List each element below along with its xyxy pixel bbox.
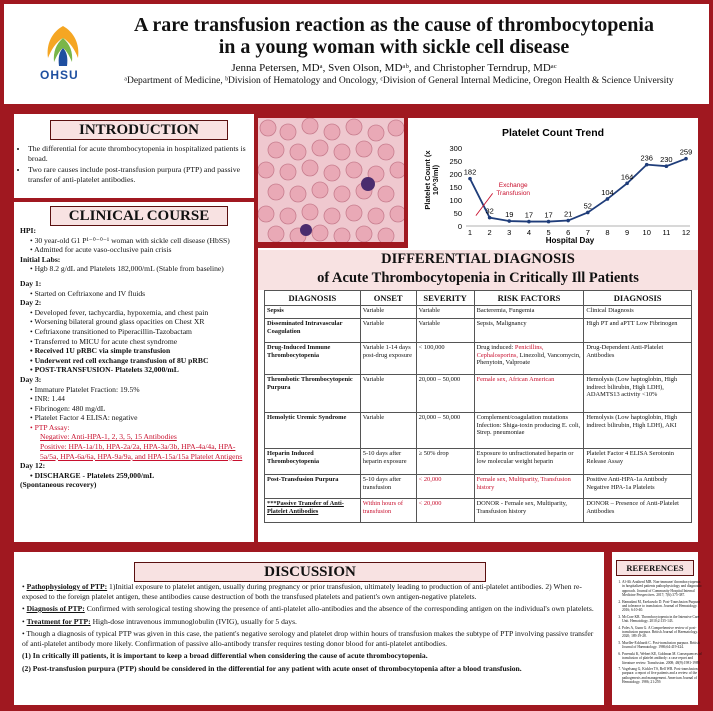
hpi-item: Admitted for acute vaso-occlusive pain crisis	[34, 245, 172, 255]
y-tick-label: 200	[449, 170, 462, 179]
y-tick-label: 50	[453, 209, 462, 218]
references-list	[614, 580, 702, 687]
ptp-negative: Negative: Anti-HPA-1, 2, 3, 5, 15 Antibodies	[40, 432, 177, 442]
chart-title: Platelet Count Trend	[501, 127, 605, 139]
title-line-2: in a young woman with sickle cell disease	[218, 36, 570, 58]
platelet-chart-panel	[408, 118, 698, 248]
y-tick-label: 250	[449, 157, 462, 166]
platelet-chart	[408, 118, 698, 248]
day1-item: Started on Ceftriaxone and IV fluids	[34, 288, 146, 298]
data-point	[566, 219, 570, 223]
blood-smear-photo-icon	[258, 118, 404, 242]
x-tick-label: 4	[526, 228, 531, 237]
cell-onset: Within hours of transfusion	[360, 499, 416, 523]
table-row	[265, 306, 692, 319]
table-row	[265, 449, 692, 475]
cell-severity: < 100,000	[416, 343, 474, 375]
data-label: 164	[620, 172, 634, 182]
chart-ylabel	[424, 150, 440, 210]
cell-risk: Complement/coagulation mutations Infection: Shiga-toxin producing E. coli, Strep. pneumoniae	[474, 413, 584, 449]
reference-item: 6. Pavenski K, Webert KE, Goldman M. Consequences of transfusion of platelet antibody: a case report and literature review. Transfusion. 2008; 48(9):1981-1989.	[622, 652, 702, 665]
cell-dx: Post-Transfusion Purpura	[265, 475, 361, 499]
table-row	[265, 413, 692, 449]
data-label: 32	[485, 206, 494, 216]
conclusion-1: (1) In critically ill patients, it is important to keep a broad differential when considering the cause of acute thrombocytopenia.	[22, 651, 428, 660]
data-label: 52	[583, 201, 592, 211]
reference-item: 4. Poles A, Gunn G. A Comprehensive review of post-transfusion purpura. British Journal of Haematology. 2020; 189:19-28.	[622, 626, 702, 639]
clinical-panel	[14, 202, 254, 542]
intro-bullet: • Two rare causes include post-transfusion purpura (PTP) and passive transfer of anti-platelet antibodies.	[28, 165, 260, 184]
y-tick-label: 150	[449, 183, 462, 192]
data-label: 182	[463, 167, 477, 177]
cell-test: Hemolysis (Low haptoglobin, High indirect bilirubin, High LDH), ADAMTS13 activity <10%	[584, 375, 692, 413]
intro-heading: INTRODUCTION	[50, 120, 228, 140]
x-tick-label: 3	[507, 228, 512, 237]
col-header: DIAGNOSIS	[584, 291, 692, 306]
intro-bullet: • The differential for acute thrombocytopenia in hospitalized patients is broad.	[28, 144, 260, 163]
table-row	[265, 475, 692, 499]
chart-ylabel-text: Platelet Count (x 10^3/ml)	[423, 150, 440, 210]
day2-bold-item: Underwent red cell exchange transfusion of 8U pRBC	[34, 355, 209, 365]
cell-test: DONOR – Presence of Anti-Platelet Antibodies	[584, 499, 692, 523]
x-tick-label: 8	[605, 228, 610, 237]
conclusion-2: (2) Post-transfusion purpura (PTP) should be considered in the differential for any patient with acute onset of thrombocytopenia after a blood transfusion.	[22, 663, 522, 673]
para-text: 1)Initial exposure to platelet antigen, usually during pregnancy or prior transfusion, ultimately leading to production of anti-platelet antibodies. 2) When re-exposed to the foreign platelet antigen, these antibodies cause destruction of both the transfused platelets and patient's own antigen-negative platelets.	[22, 582, 582, 601]
data-label: 259	[679, 147, 693, 157]
cell-dx: ***Passive Transfer of Anti-Platelet Antibodies	[265, 499, 361, 523]
data-label: 236	[640, 153, 653, 163]
data-point	[507, 219, 511, 223]
references-panel	[612, 552, 702, 705]
table-row	[265, 343, 692, 375]
day12-item: DISCHARGE - Platelets 259,000/mL	[34, 470, 155, 480]
cell-risk: Bacteremia, Fungemia	[474, 306, 584, 319]
day1-label: Day 1:	[20, 278, 42, 288]
x-tick-label: 2	[487, 228, 492, 237]
differential-panel	[258, 248, 698, 542]
day2-item: Worsening bilateral ground glass opacities on Chest XR	[34, 317, 205, 327]
cell-dx: Disseminated Intravascular Coagulation	[265, 319, 361, 343]
data-point	[645, 163, 649, 167]
para-label: Pathophysiology of PTP:	[26, 582, 108, 591]
day2-label: Day 2:	[20, 298, 42, 308]
ptp-positive: Positive: HPA-1a/1b, HPA-2a/2a, HPA-3a/3b, HPA-4a/4a, HPA-5a/5a, HPA-6a/6a, HPA-9a/9a, and HPA-15a/15a Platelet Antigens	[40, 442, 243, 461]
day3-item: INR: 1.44	[34, 394, 65, 404]
logo-text: OHSU	[40, 68, 79, 82]
reference-item: 2. Hamadani M, Ezekwudo D. Post-Transfusion Purpura and tolerance to transfusion. Journal of Hematology. 2016; 6:10-40.	[622, 600, 702, 613]
risk-plain: Drug induced:	[476, 344, 515, 351]
ptp-assay-label: PTP Assay:	[34, 422, 70, 432]
cell-risk	[474, 343, 584, 375]
departments: ᵃDepartment of Medicine, ᵇDivision of Hematology and Oncology, ᶜDivision of General Internal Medicine, Oregon Health & Science University	[124, 76, 674, 86]
discussion-para: • Treatment for PTP: High-dose intravenous immunoglobulin (IVIG), usually for 5 days.	[22, 616, 297, 626]
clinical-heading: CLINICAL COURSE	[50, 206, 228, 226]
annotation-text: Transfusion	[496, 190, 531, 197]
discussion-para: • Though a diagnosis of typical PTP was given in this case, the patient's negative serology and platelet drop within hours of transfusion makes the subtype of PTP involving passive transfer of anti-platelet antibody more likely. Confirmation of passive allo-antibody transfer requires testing donor blood for anti-platelet antibodies.	[22, 629, 594, 648]
x-tick-label: 12	[681, 228, 691, 237]
poster-header	[4, 4, 709, 104]
diff-heading-line-1: DIFFERENTIAL DIAGNOSIS	[381, 251, 575, 267]
table-row	[265, 319, 692, 343]
x-tick-label: 1	[467, 228, 473, 237]
data-label: 17	[524, 210, 534, 220]
cell-test: High PT and aPTT Low Fibrinogen	[584, 319, 692, 343]
para-text: Though a diagnosis of typical PTP was given in this case, the patient's negative serology and platelet drop within hours of transfusion makes the subtype of PTP involving passive transfer of anti-platelet antibody more likely. Confirmation of passive allo-antibody transfer requires testing donor blood for anti-platelet antibodies.	[22, 629, 594, 648]
cell-onset: Variable 1-14 days post-drug exposure	[360, 343, 416, 375]
annotation-text: Exchange	[498, 182, 528, 189]
day12-label: Day 12:	[20, 461, 46, 471]
cell-severity: Variable	[416, 319, 474, 343]
reference-item: 3. McCrae KR. Thrombocytopenia in the Intensive Care Unit. Hematology. 2010;2:135-143.	[622, 615, 702, 624]
labs-item: Hgb 8.2 g/dL and Platelets 182,000/mL (Stable from baseline)	[34, 264, 224, 274]
discussion-para: • Diagnosis of PTP: Confirmed with serological testing showing the presence of anti-platelet allo-antibodies and the absence of the corresponding antigen on the individual's own platelets.	[22, 604, 594, 613]
x-tick-label: 5	[546, 228, 551, 237]
cell-onset: Variable	[360, 306, 416, 319]
cell-dx: Drug-Induced Immune Thrombocytopenia	[265, 343, 361, 375]
authors: Jenna Petersen, MDᵃ, Sven Olson, MDᵃᵇ, and Christopher Terndrup, MDᵃᶜ	[231, 62, 557, 74]
cell-test: Clinical Diagnosis	[584, 306, 692, 319]
data-point	[684, 157, 688, 161]
hpi-item: 30 year-old G1 P¹⁻⁰⁻⁰⁻¹ woman with sickle cell disease (HbSS)	[34, 235, 230, 245]
data-point	[586, 211, 590, 215]
col-header: RISK FACTORS	[474, 291, 584, 306]
x-tick-label: 10	[642, 228, 651, 237]
y-tick-label: 300	[449, 144, 462, 153]
day2-bold-item: POST-TRANSFUSION- Platelets 32,000/mL	[34, 365, 179, 375]
diff-heading-line-2: of Acute Thrombocytopenia in Critically Ill Patients	[317, 270, 639, 286]
y-tick-label: 0	[457, 222, 462, 231]
risk-red: Penicillins, Cephalosporins,	[476, 344, 544, 359]
hpi-label: HPI:	[20, 226, 37, 235]
cell-risk: DONOR - Female sex, Multiparity, Transfusion history	[474, 499, 584, 523]
cell-dx: Hemolytic Uremic Syndrome	[265, 413, 361, 449]
cell-severity: < 20,000	[416, 475, 474, 499]
cell-risk: Female sex, African American	[474, 375, 584, 413]
discussion-body	[22, 582, 596, 673]
cell-test: Drug-Dependent Anti-Platelet Antibodies	[584, 343, 692, 375]
day3-item: Fibrinogen: 480 mg/dL	[34, 403, 106, 413]
discussion-panel	[14, 552, 604, 705]
reference-item: 7. Vogelsang G, Kickler TS, Bell WR. Post-transfusion purpura: a report of five patients and a review of the pathogenesis and management. American Journal of Hematology. 1986; 21:259.	[622, 667, 702, 685]
para-label: Treatment for PTP:	[26, 616, 91, 626]
data-point	[665, 164, 669, 168]
discussion-heading: DISCUSSION	[134, 562, 486, 582]
labs-label: Initial Labs:	[20, 254, 61, 264]
col-header: ONSET	[360, 291, 416, 306]
x-tick-label: 9	[625, 228, 630, 237]
cell-onset: 5-10 days after transfusion	[360, 475, 416, 499]
cell-severity: 20,000 – 50,000	[416, 375, 474, 413]
day3-item: Immature Platelet Fraction: 19.5%	[34, 384, 140, 394]
y-tick-label: 100	[449, 196, 462, 205]
x-tick-label: 11	[662, 228, 671, 237]
data-label: 19	[505, 210, 514, 220]
cell-onset: 5-10 days after heparin exposure	[360, 449, 416, 475]
differential-heading	[258, 250, 698, 290]
discussion-para: • Pathophysiology of PTP: 1)Initial exposure to platelet antigen, usually during pregnancy or prior transfusion, ultimately leading to production of anti-platelet antibodies. 2) When re-exposed to the foreign platelet antigen, these antibodies cause destruction of both the transfused platelets and patient's own antigen-negative platelets.	[22, 582, 582, 601]
day12-note: (Spontaneous recovery)	[20, 480, 97, 490]
data-label: 17	[544, 210, 553, 220]
data-point	[625, 182, 629, 186]
cell-onset: Variable	[360, 413, 416, 449]
table-row	[265, 375, 692, 413]
day2-item: Developed fever, tachycardia, hypoxemia, and chest pain	[34, 307, 209, 317]
col-header: SEVERITY	[416, 291, 474, 306]
cell-risk: Female sex, Multiparity, Transfusion history	[474, 475, 584, 499]
table-row	[265, 499, 692, 523]
data-point	[606, 197, 610, 201]
table-header-row	[265, 291, 692, 306]
cell-dx: Thrombotic Thrombocytopenic Purpura	[265, 375, 361, 413]
cell-risk: Exposure to unfractionated heparin or low molecular weight heparin	[474, 449, 584, 475]
cell-test: Hemolysis (Low haptoglobin, High indirect bilirubin, High LDH), AKI	[584, 413, 692, 449]
day3-item: Platelet Factor 4 ELISA: negative	[34, 413, 138, 423]
cell-severity: 20,000 – 50,000	[416, 413, 474, 449]
clinical-content: HPI: • 30 year-old G1 P¹⁻⁰⁻⁰⁻¹ woman with sickle cell disease (HbSS) • Admitted for acute vaso-occlusive pain crisis Initial Labs: • Hgb 8.2 g/dL and Platelets 182,000/mL (Stable from baseline) Day 1: • Started on Ceftriaxone and IV fluids Day 2: • Developed fever, tachycardia, hypoxemia, and chest pain • Worsening bilateral ground glass opacities on Chest XR • Ceftriaxone transitioned to Piperacillin-Tazobactam • Transferred to MICU for acute chest syndrome • Received 1U pRBC via simple transfusion • Underwent red cell exchange transfusion of 8U pRBC • POST-TRANSFUSION- Platelets 32,000/mL Day 3: • Immature Platelet Fraction: 19.5% • INR: 1.44 • Fibrinogen: 480 mg/dL • Platelet Factor 4 ELISA: negative • PTP Assay: Negative: Anti-HPA-1, 2, 3, 5, 15 Antibodies Positive: HPA-1a/1b, HPA-2a/2a, HPA-3a/3b, HPA-4a/4a, HPA-5a/5a, HPA-6a/6a, HPA-9a/9a, and HPA-15a/15a Platelet Antigens Day 12: • DISCHARGE - Platelets 259,000/mL (Spontaneous recovery)	[20, 226, 250, 490]
cell-dx: Heparin Induced Thrombocytopenia	[265, 449, 361, 475]
risk-tail: Linezolid, Vancomycin, Phenytoin, Valproate	[476, 351, 581, 367]
para-label: Diagnosis of PTP:	[26, 604, 85, 613]
data-label: 104	[601, 187, 614, 197]
day3-label: Day 3:	[20, 374, 42, 384]
data-label: 230	[660, 155, 673, 165]
reference-item: 1. Al-Ali Aratherd MB. Non-immune/ thrombocytopenia in hospitalized patients pathophysiology and diagnostic approach. Journal of Community Hospital Internal Medicine Perspectives. 2017; 7(6):375-387.	[622, 580, 702, 598]
data-point	[547, 220, 551, 224]
cell-severity: < 20,000	[416, 499, 474, 523]
cell-severity: ≥ 50% drop	[416, 449, 474, 475]
poster-title	[114, 14, 674, 58]
day2-item: Transferred to MICU for acute chest syndrome	[34, 336, 178, 346]
cell-onset: Variable	[360, 375, 416, 413]
data-label: 21	[564, 209, 573, 219]
para-text: High-dose intravenous immunoglobulin (IVIG), usually for 5 days.	[90, 616, 297, 626]
data-point	[468, 177, 472, 181]
day2-bold-item: Received 1U pRBC via simple transfusion	[34, 346, 171, 356]
intro-list	[18, 144, 260, 186]
cell-test: Positive Anti-HPA-1a Antibody Negative HPA-1a Platelets	[584, 475, 692, 499]
cell-dx: Sepsis	[265, 306, 361, 319]
data-point	[488, 216, 492, 220]
col-header: DIAGNOSIS	[265, 291, 361, 306]
chart-xlabel: Hospital Day	[545, 236, 595, 245]
cell-test: Platelet Factor 4 ELISA Serotonin Release Assay	[584, 449, 692, 475]
intro-panel	[14, 114, 254, 198]
data-point	[527, 220, 531, 224]
para-text: Confirmed with serological testing showing the presence of anti-platelet allo-antibodies and the absence of the corresponding antigen on the individual's own platelets.	[84, 604, 594, 613]
differential-table	[264, 290, 692, 523]
reference-item: 5. Mueller-Eckhardt C. Post-transfusion purpura. British Journal of Haematology. 1986;64:419-424.	[622, 641, 702, 650]
cell-severity: Variable	[416, 306, 474, 319]
references-heading: REFERENCES	[616, 560, 694, 576]
blood-smear-image	[258, 118, 404, 242]
x-tick-label: 6	[566, 228, 571, 237]
day2-item: Ceftriaxone transitioned to Piperacillin-Tazobactam	[34, 326, 192, 336]
cell-onset: Variable	[360, 319, 416, 343]
x-tick-label: 7	[585, 228, 590, 237]
title-line-1: A rare transfusion reaction as the cause of thrombocytopenia	[134, 14, 654, 36]
cell-risk: Sepsis, Malignancy	[474, 319, 584, 343]
